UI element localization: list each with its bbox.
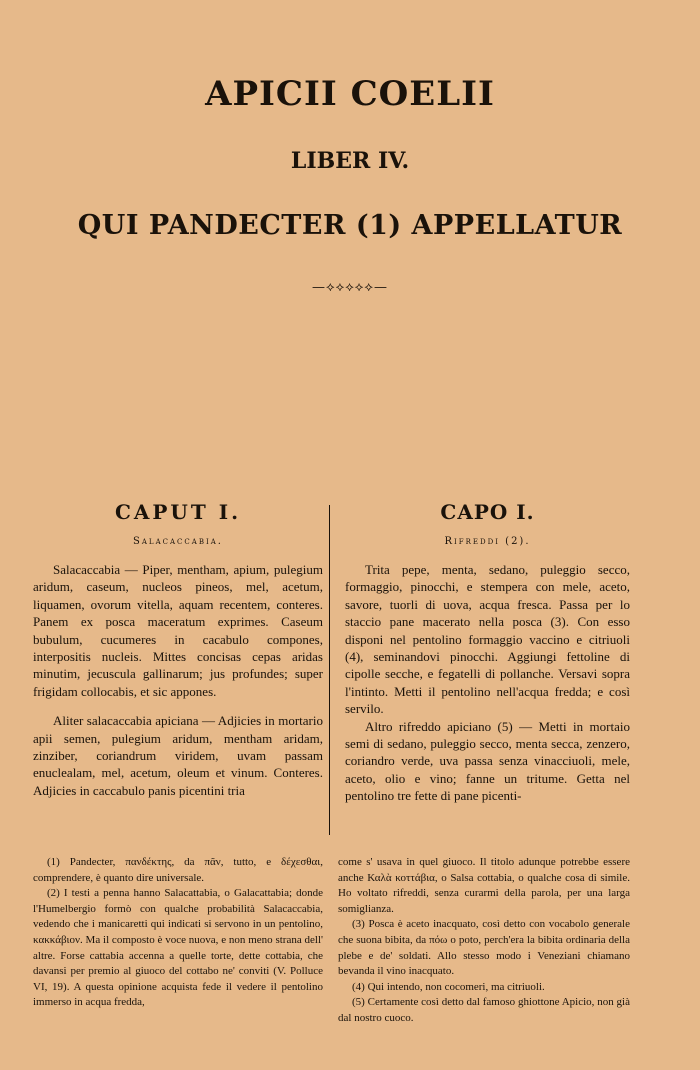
italian-chapter-heading: CAPO I. [440, 500, 535, 524]
book-subtitle: QUI PANDECTER (1) APPELLATUR [77, 210, 623, 241]
latin-paragraph: Aliter salacaccabia apiciana — Adjicies in mortario apii semen, pulegium aridum, mentham aridam, zinziber, coriandrum viridem, uvam passam enuclealam, mel, acetum, oleum et vinum. Conteres. Adjicies in caccabulo panis picentini tria [33, 713, 323, 798]
latin-column [33, 498, 323, 811]
footnote: (5) Certamente così detto dal famoso ghiottone Apicio, non già dal nostro cuoco. [338, 996, 630, 1024]
footnote: (3) Posca è aceto inacquato, così detto con vocabolo generale che suona bibita, da πόω o poto, perch'era la bibita ordinaria della plebe e de' soldati. Allo stesso modo i Veneziani chiamano bevanda il vino inacquato. [338, 918, 630, 978]
footnotes-left [33, 855, 323, 1011]
italian-paragraph: Trita pepe, menta, sedano, puleggio secco, formaggio, pinocchi, e stempera con mele, aceto, savore, tuorli di uova, acqua fresca. Passa per lo staccio pane macerato nella posca (3). Con esso disponi nel pentolino formaggio vaccino e citriuoli (4), seminandovi pinocchi. Aggiungi fettoline di cipolle secche, e fegatelli di pollanche. Versavi sopra l'intinto. Metti il pentolino nell'acqua fredda; e così servilo. [345, 562, 630, 717]
footnote: (4) Qui intendo, non cocomeri, ma citriuoli. [352, 980, 545, 993]
ornament-divider: —⟡⟡⟡⟡⟡— [312, 280, 388, 295]
footnote: (2) I testi a penna hanno Salacattabia, o Galacattabia; donde l'Humelbergio formò con qualche probabilità Salacaccabia, vedendo che i manicaretti qui indicati si servono in un pentolino, κακκάβιον. Ma il composto è voce nuova, e non meno strana dell' altre. Forse cattabia accenna a quelle torte, dette cottabia, che davansi per premio al giuoco del cottabo ne' conviti (V. Polluce VI, 19). A questa opinione acquista fede il vedere il pentolino immerso in acqua fredda, [33, 887, 323, 1009]
footnotes-right [338, 855, 630, 1027]
footnote: (1) Pandecter, πανδέκτης, da πᾶν, tutto, e δέχεσθαι, comprendere, è quanto dire universale. [33, 856, 323, 884]
column-divider [329, 505, 330, 835]
italian-paragraph: Altro rifreddo apiciano (5) — Metti in mortaio semi di sedano, puleggio secco, menta secca, zenzero, coriandro verde, uva passa senza vinacciuoli, mele, aceto, olio e vino; fanne un tritume. Getta nel pentolino tre fette di pane picenti- [345, 718, 630, 804]
italian-chapter-subheading: Rifreddi (2). [444, 536, 531, 547]
book-number: LIBER IV. [290, 148, 410, 174]
latin-chapter-subheading: Salacaccabia. [133, 536, 223, 547]
latin-chapter-heading: CAPUT I. [114, 500, 242, 524]
footnote: come s' usava in quel giuoco. Il titolo adunque potrebbe essere anche Καλὰ κοττάβια, o Salsa cottabia, o qualche cosa di simile. Ho voltato rifreddi, senza curarmi della parola, per una larga somiglianza. [338, 856, 630, 915]
latin-paragraph: Salacaccabia — Piper, mentham, apium, pulegium aridum, caseum, nucleos pineos, mel, acetum, liquamen, ovorum vitella, aquam recentem, conteres. Panem ex posca maceratum exprimes. Caseum bubulum, cucumeres in cacabulo compones, interpositis nucleis. Mittes concisas cepas aridas minutim, jecuscula gallinarum; jus profundes; super frigidam collocabis, et sic appones. [33, 562, 323, 699]
italian-column [345, 498, 630, 805]
page-title: APICII COELII [205, 74, 495, 114]
